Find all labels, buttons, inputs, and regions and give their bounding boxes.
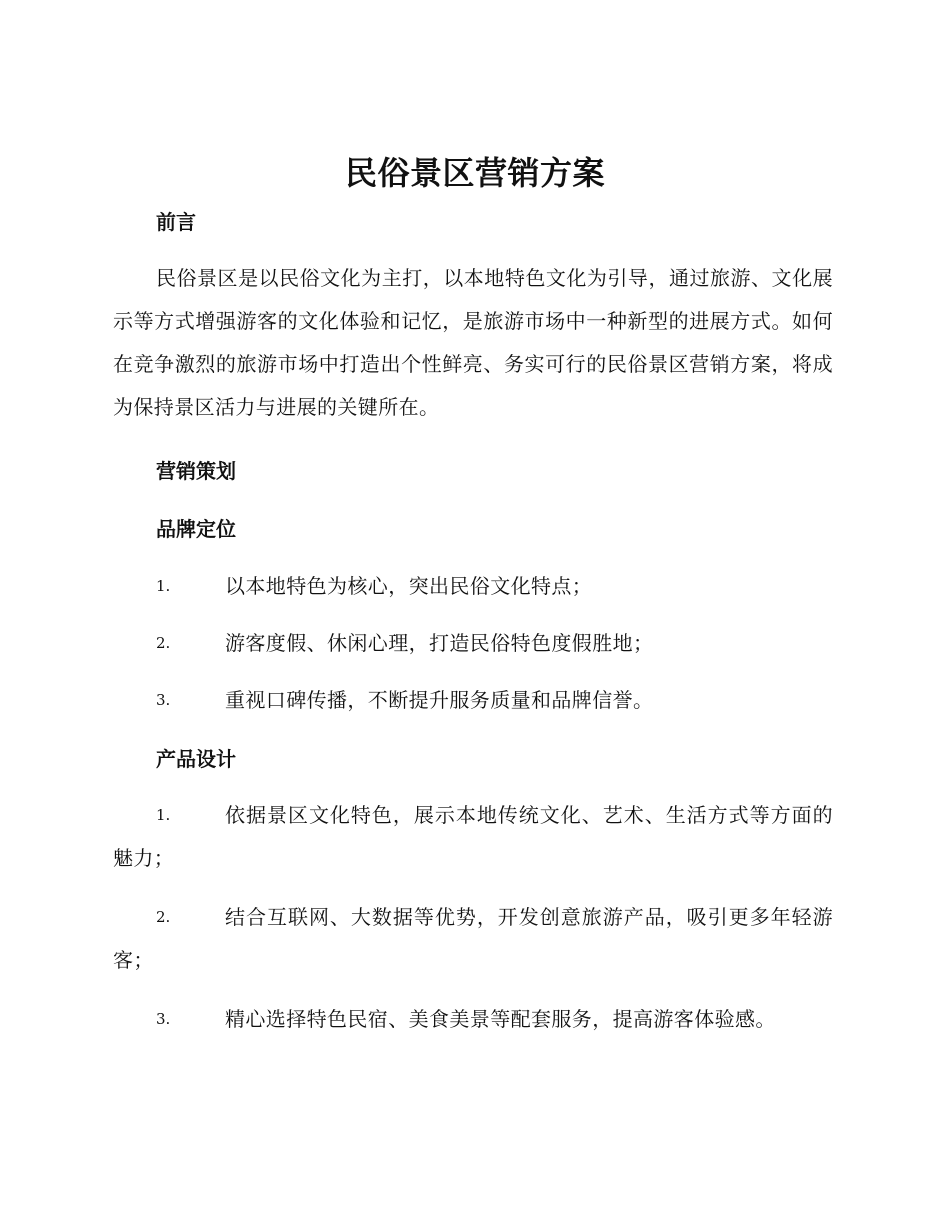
list-item-text: 精心选择特色民宿、美食美景等配套服务，提高游客体验感。: [225, 1007, 776, 1031]
preface-paragraph: 民俗景区是以民俗文化为主打，以本地特色文化为引导，通过旅游、文化展示等方式增强游客的文化体验和记忆，是旅游市场中一种新型的进展方式。如何在竞争激烈的旅游市场中打造出个性鲜亮、务实可行的民俗景区营销方案，将成为保持景区活力与进展的关键所在。: [113, 266, 833, 419]
heading-marketing: 营销策划: [156, 459, 236, 483]
list-number: 3.: [156, 1010, 171, 1028]
product-list-item-1: [113, 794, 833, 880]
list-item-text: 重视口碑传播，不断提升服务质量和品牌信誉。: [225, 688, 654, 712]
list-number: 3.: [156, 691, 171, 709]
heading-preface: 前言: [156, 210, 196, 234]
list-item-text: 依据景区文化特色，展示本地传统文化、艺术、生活方式等方面的魅力；: [113, 803, 833, 870]
list-number: 2.: [156, 634, 171, 652]
heading-product-design: 产品设计: [156, 747, 236, 771]
list-item-text: 游客度假、休闲心理，打造民俗特色度假胜地；: [225, 631, 654, 655]
brand-list-item-1: [113, 565, 833, 608]
list-item-text: 以本地特色为核心，突出民俗文化特点；: [225, 574, 593, 598]
product-list-item-2: [113, 896, 833, 982]
list-number: 1.: [156, 577, 171, 595]
product-list-item-3: [113, 998, 833, 1041]
heading-brand-positioning: 品牌定位: [156, 517, 236, 541]
document-title: 民俗景区营销方案: [344, 154, 605, 192]
brand-list-item-3: [113, 679, 833, 722]
list-item-text: 结合互联网、大数据等优势，开发创意旅游产品，吸引更多年轻游客；: [113, 905, 833, 972]
list-number: 1.: [156, 806, 171, 824]
list-number: 2.: [156, 908, 171, 926]
brand-list-item-2: [113, 622, 833, 665]
